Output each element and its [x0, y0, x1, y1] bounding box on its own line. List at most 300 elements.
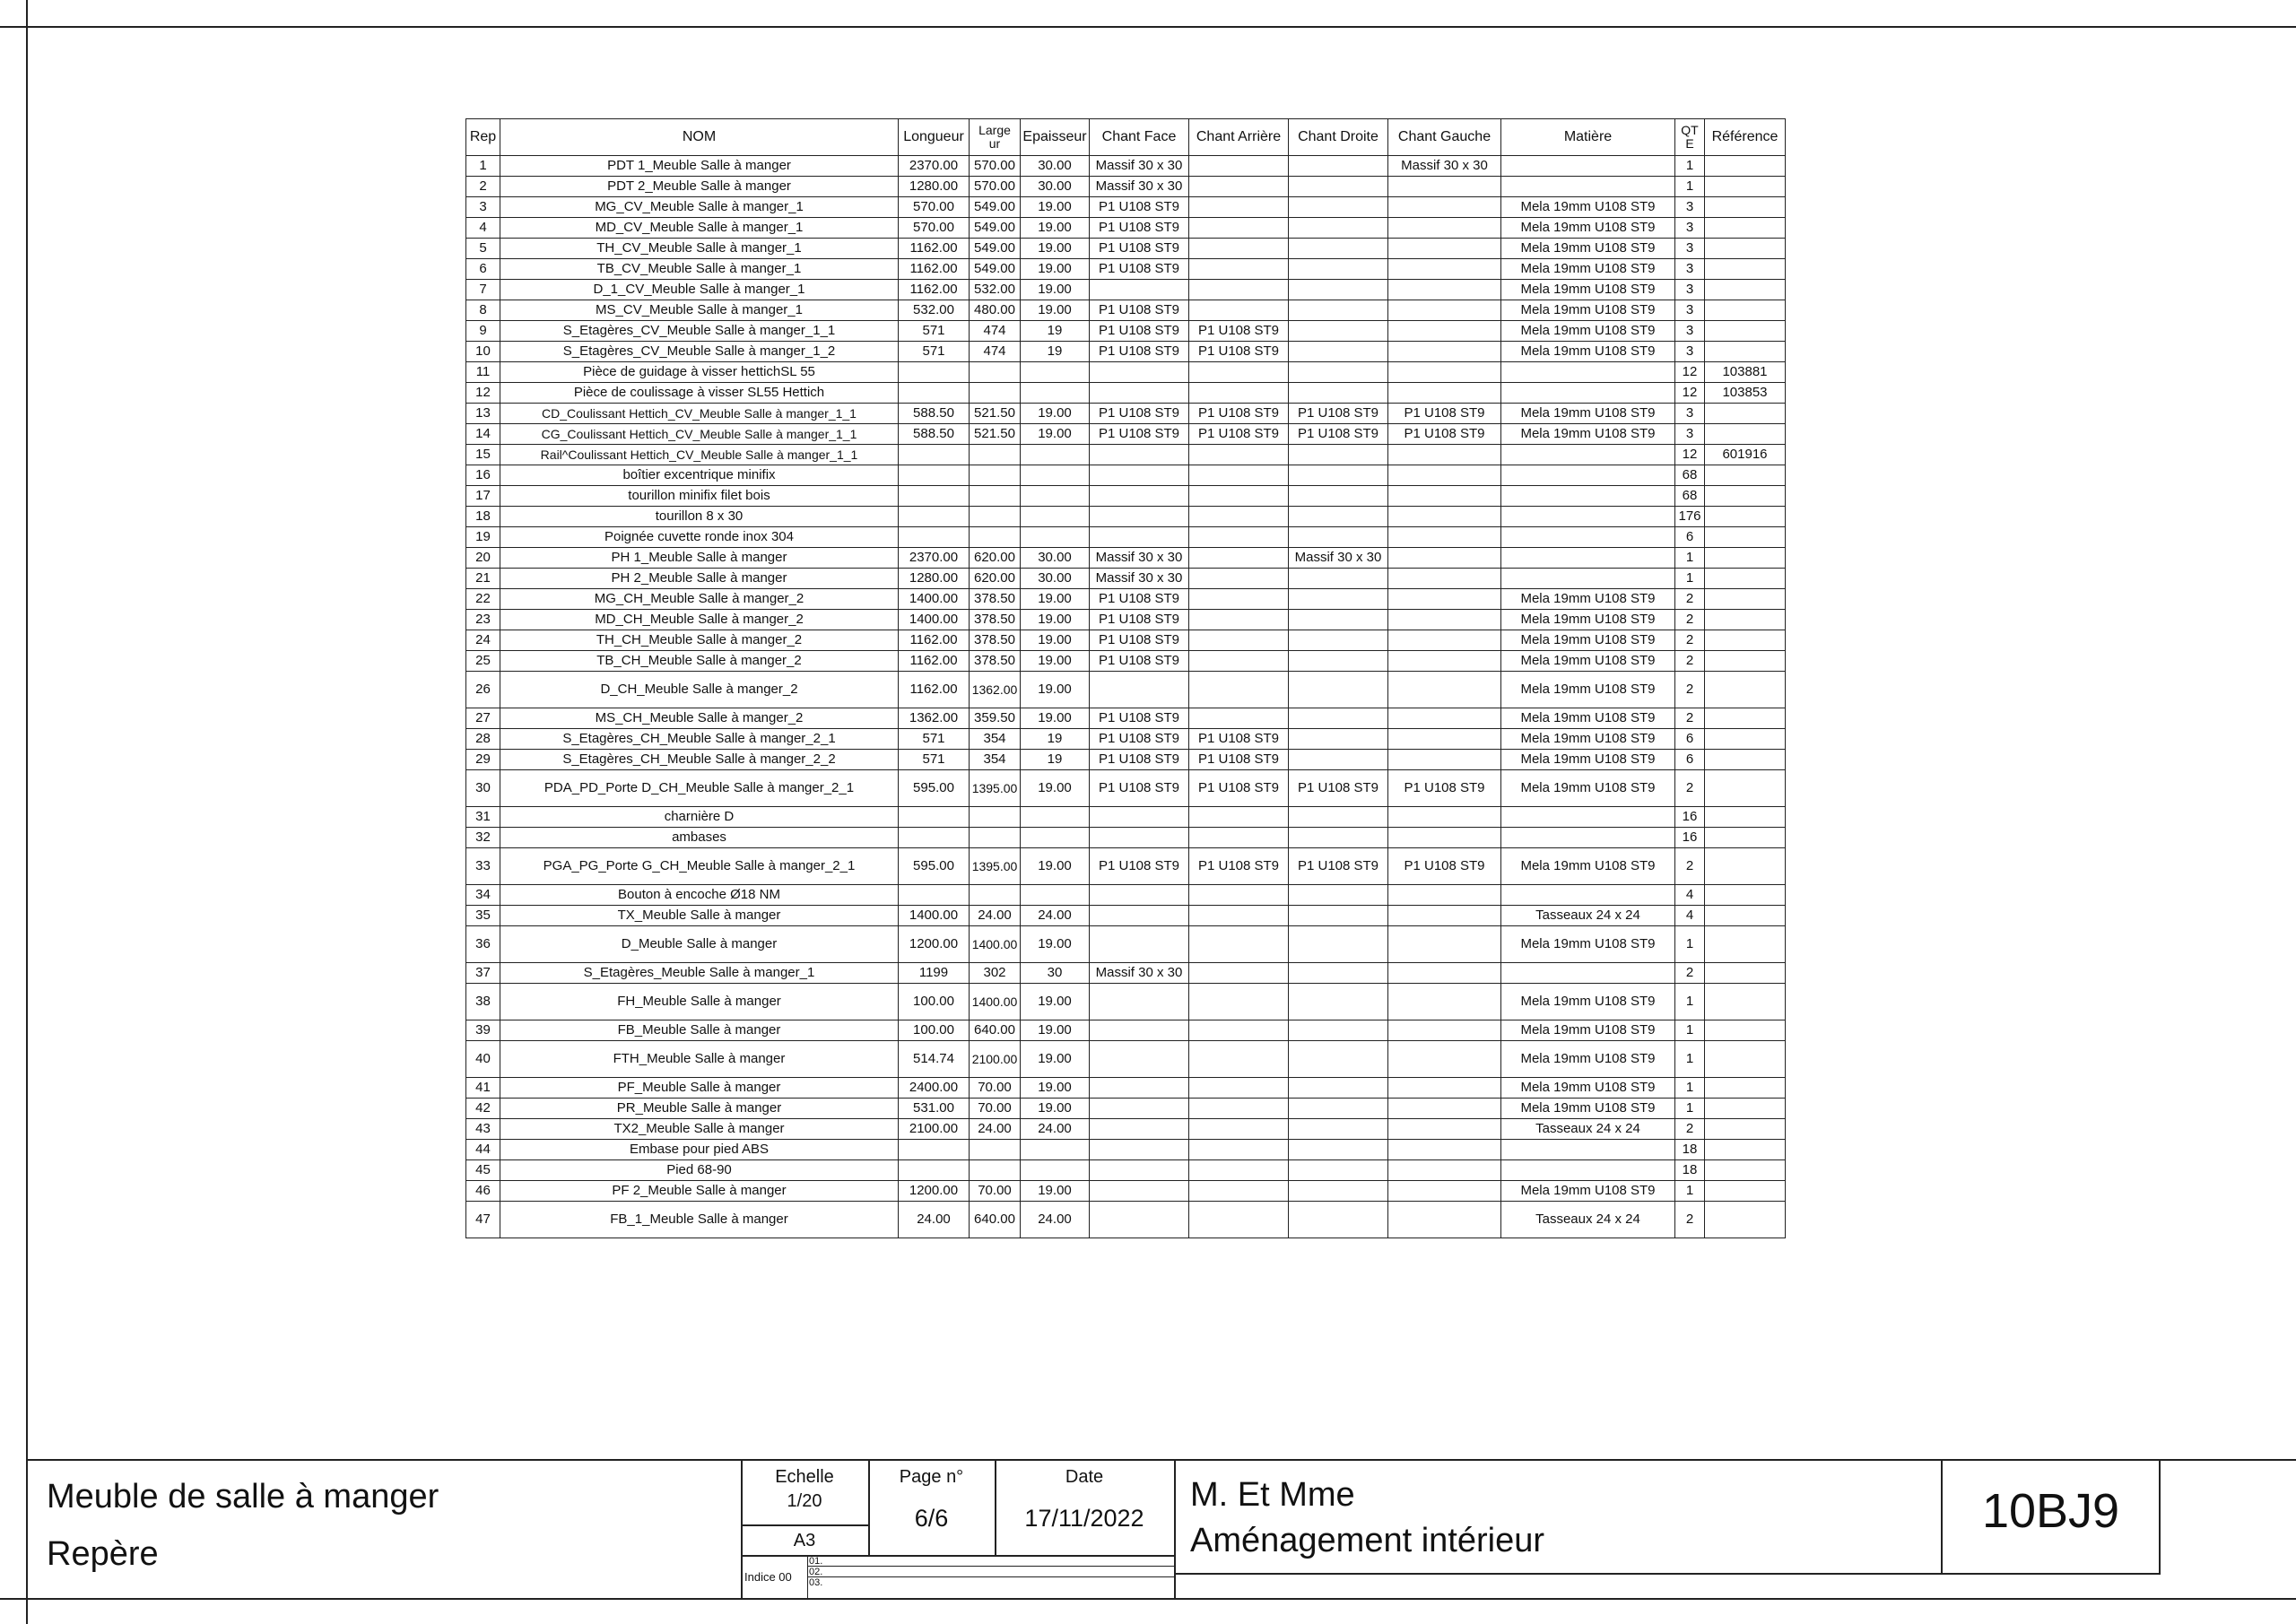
cell-nom: S_Etagères_Meuble Salle à manger_1 — [500, 963, 899, 984]
scale-value: 1/20 — [787, 1491, 822, 1511]
cell-reference — [1705, 1078, 1786, 1099]
cell-matiere: Mela 19mm U108 ST9 — [1501, 610, 1675, 630]
cell-chant-gauche — [1388, 750, 1501, 770]
cell-largeur: 480.00 — [970, 300, 1021, 321]
cell-rep: 22 — [466, 589, 500, 610]
cell-nom: FH_Meuble Salle à manger — [500, 984, 899, 1020]
cell-rep: 15 — [466, 445, 500, 465]
cell-matiere: Mela 19mm U108 ST9 — [1501, 280, 1675, 300]
cell-largeur — [970, 486, 1021, 507]
cell-nom: FB_1_Meuble Salle à manger — [500, 1202, 899, 1238]
cell-chant-droite — [1289, 1119, 1388, 1140]
cell-matiere: Mela 19mm U108 ST9 — [1501, 729, 1675, 750]
cell-longueur: 532.00 — [899, 300, 970, 321]
cell-chant-face — [1090, 362, 1189, 383]
cell-rep: 20 — [466, 548, 500, 569]
scale-label: Echelle — [775, 1467, 834, 1487]
header-largeur: Large ur — [970, 119, 1021, 156]
cell-rep: 31 — [466, 807, 500, 828]
cell-qte: 3 — [1675, 404, 1705, 424]
cell-chant-droite — [1289, 445, 1388, 465]
cell-reference — [1705, 197, 1786, 218]
cell-longueur — [899, 507, 970, 527]
cell-chant-droite — [1289, 156, 1388, 177]
header-epaisseur: Epaisseur — [1021, 119, 1090, 156]
cell-reference — [1705, 848, 1786, 885]
cell-chant-gauche — [1388, 1020, 1501, 1041]
drawing-reference: 10BJ9 — [1981, 1484, 2120, 1538]
cell-chant-gauche — [1388, 342, 1501, 362]
cell-rep: 34 — [466, 885, 500, 906]
cell-chant-gauche — [1388, 828, 1501, 848]
cell-longueur — [899, 486, 970, 507]
cell-qte: 1 — [1675, 1078, 1705, 1099]
cell-chant-arriere: P1 U108 ST9 — [1189, 342, 1289, 362]
cell-matiere: Mela 19mm U108 ST9 — [1501, 197, 1675, 218]
cell-matiere — [1501, 1140, 1675, 1160]
cell-reference — [1705, 218, 1786, 239]
cell-rep: 4 — [466, 218, 500, 239]
cell-epaisseur — [1021, 507, 1090, 527]
cell-rep: 45 — [466, 1160, 500, 1181]
cell-epaisseur: 19.00 — [1021, 848, 1090, 885]
cell-chant-face — [1090, 1181, 1189, 1202]
cell-longueur: 570.00 — [899, 218, 970, 239]
cell-chant-droite — [1289, 651, 1388, 672]
cell-nom: Pièce de guidage à visser hettichSL 55 — [500, 362, 899, 383]
cell-chant-gauche — [1388, 197, 1501, 218]
cell-epaisseur: 19.00 — [1021, 197, 1090, 218]
cell-chant-gauche — [1388, 1078, 1501, 1099]
cell-reference — [1705, 1160, 1786, 1181]
cell-matiere — [1501, 527, 1675, 548]
cell-reference: 103881 — [1705, 362, 1786, 383]
cell-longueur: 1200.00 — [899, 1181, 970, 1202]
frame-bottom-line — [0, 1598, 2296, 1600]
cell-qte: 1 — [1675, 1041, 1705, 1078]
cell-longueur: 571 — [899, 342, 970, 362]
cell-chant-face — [1090, 507, 1189, 527]
cell-rep: 37 — [466, 963, 500, 984]
cell-nom: PDT 1_Meuble Salle à manger — [500, 156, 899, 177]
cell-chant-gauche — [1388, 672, 1501, 708]
cell-rep: 43 — [466, 1119, 500, 1140]
cell-longueur: 514.74 — [899, 1041, 970, 1078]
cell-chant-droite — [1289, 569, 1388, 589]
cell-qte: 3 — [1675, 342, 1705, 362]
cell-chant-droite — [1289, 527, 1388, 548]
cell-reference — [1705, 569, 1786, 589]
cell-chant-droite — [1289, 984, 1388, 1020]
cell-chant-arriere — [1189, 1041, 1289, 1078]
cell-matiere — [1501, 885, 1675, 906]
cell-chant-arriere — [1189, 218, 1289, 239]
cell-nom: MS_CH_Meuble Salle à manger_2 — [500, 708, 899, 729]
cell-longueur — [899, 828, 970, 848]
cell-chant-face — [1090, 527, 1189, 548]
cell-chant-gauche — [1388, 1119, 1501, 1140]
cell-chant-face: P1 U108 ST9 — [1090, 404, 1189, 424]
cell-rep: 8 — [466, 300, 500, 321]
bom-table-container — [465, 118, 1785, 1238]
cell-chant-gauche — [1388, 1140, 1501, 1160]
cell-reference — [1705, 177, 1786, 197]
cell-matiere: Mela 19mm U108 ST9 — [1501, 342, 1675, 362]
cell-longueur: 1162.00 — [899, 280, 970, 300]
cell-nom: charnière D — [500, 807, 899, 828]
cell-chant-droite — [1289, 589, 1388, 610]
table-row — [466, 156, 1786, 177]
cell-chant-arriere — [1189, 197, 1289, 218]
cell-chant-droite — [1289, 507, 1388, 527]
cell-chant-arriere — [1189, 507, 1289, 527]
cell-chant-face: P1 U108 ST9 — [1090, 630, 1189, 651]
cell-longueur: 1162.00 — [899, 672, 970, 708]
cell-chant-arriere — [1189, 708, 1289, 729]
cell-rep: 14 — [466, 424, 500, 445]
cell-reference — [1705, 630, 1786, 651]
cell-qte: 18 — [1675, 1140, 1705, 1160]
cell-qte: 16 — [1675, 807, 1705, 828]
cell-chant-arriere — [1189, 548, 1289, 569]
cell-rep: 10 — [466, 342, 500, 362]
cell-epaisseur: 19.00 — [1021, 630, 1090, 651]
cell-largeur — [970, 1140, 1021, 1160]
cell-chant-arriere — [1189, 1140, 1289, 1160]
revision-label-divider — [807, 1555, 808, 1599]
cell-chant-droite — [1289, 630, 1388, 651]
cell-matiere — [1501, 963, 1675, 984]
cell-nom: tourillon 8 x 30 — [500, 507, 899, 527]
cell-nom: PH 2_Meuble Salle à manger — [500, 569, 899, 589]
cell-chant-arriere: P1 U108 ST9 — [1189, 404, 1289, 424]
cell-longueur: 571 — [899, 321, 970, 342]
cell-longueur: 100.00 — [899, 1020, 970, 1041]
table-row — [466, 465, 1786, 486]
cell-chant-droite: P1 U108 ST9 — [1289, 848, 1388, 885]
cell-epaisseur: 19.00 — [1021, 1181, 1090, 1202]
cell-chant-gauche — [1388, 1099, 1501, 1119]
cell-largeur — [970, 807, 1021, 828]
cell-nom: S_Etagères_CH_Meuble Salle à manger_2_2 — [500, 750, 899, 770]
cell-largeur — [970, 507, 1021, 527]
cell-chant-arriere — [1189, 280, 1289, 300]
cell-chant-arriere — [1189, 156, 1289, 177]
cell-largeur: 640.00 — [970, 1202, 1021, 1238]
cell-epaisseur — [1021, 1160, 1090, 1181]
cell-chant-droite: P1 U108 ST9 — [1289, 770, 1388, 807]
cell-matiere: Mela 19mm U108 ST9 — [1501, 321, 1675, 342]
cell-nom: MG_CV_Meuble Salle à manger_1 — [500, 197, 899, 218]
table-row — [466, 672, 1786, 708]
cell-qte: 2 — [1675, 672, 1705, 708]
cell-qte: 2 — [1675, 630, 1705, 651]
cell-nom: PF_Meuble Salle à manger — [500, 1078, 899, 1099]
cell-reference — [1705, 1041, 1786, 1078]
cell-rep: 46 — [466, 1181, 500, 1202]
cell-reference — [1705, 548, 1786, 569]
cell-rep: 6 — [466, 259, 500, 280]
cell-matiere: Mela 19mm U108 ST9 — [1501, 300, 1675, 321]
cell-chant-droite — [1289, 807, 1388, 828]
cell-chant-gauche — [1388, 445, 1501, 465]
cell-reference — [1705, 926, 1786, 963]
cell-chant-face: P1 U108 ST9 — [1090, 770, 1189, 807]
cell-chant-arriere — [1189, 569, 1289, 589]
cell-rep: 25 — [466, 651, 500, 672]
cell-rep: 9 — [466, 321, 500, 342]
cell-epaisseur: 19 — [1021, 321, 1090, 342]
table-row — [466, 963, 1786, 984]
table-row — [466, 218, 1786, 239]
client-name: M. Et Mme — [1190, 1476, 1355, 1514]
cell-epaisseur: 30.00 — [1021, 177, 1090, 197]
cell-matiere — [1501, 1160, 1675, 1181]
table-row — [466, 259, 1786, 280]
cell-rep: 44 — [466, 1140, 500, 1160]
cell-nom: CD_Coulissant Hettich_CV_Meuble Salle à manger_1_1 — [500, 404, 899, 424]
cell-chant-face: Massif 30 x 30 — [1090, 963, 1189, 984]
table-row — [466, 404, 1786, 424]
cell-rep: 23 — [466, 610, 500, 630]
cell-longueur: 1162.00 — [899, 651, 970, 672]
cell-rep: 42 — [466, 1099, 500, 1119]
cell-chant-face — [1090, 486, 1189, 507]
cell-longueur: 595.00 — [899, 770, 970, 807]
cell-reference — [1705, 321, 1786, 342]
cell-largeur: 620.00 — [970, 548, 1021, 569]
frame-left-line — [26, 0, 28, 1624]
table-row — [466, 445, 1786, 465]
cell-epaisseur: 19.00 — [1021, 610, 1090, 630]
table-row — [466, 1041, 1786, 1078]
cell-largeur: 354 — [970, 750, 1021, 770]
cell-chant-gauche — [1388, 1202, 1501, 1238]
cell-nom: D_Meuble Salle à manger — [500, 926, 899, 963]
cell-reference — [1705, 300, 1786, 321]
cell-matiere: Mela 19mm U108 ST9 — [1501, 630, 1675, 651]
cell-chant-face: Massif 30 x 30 — [1090, 156, 1189, 177]
cell-chant-face — [1090, 984, 1189, 1020]
cell-chant-gauche — [1388, 1181, 1501, 1202]
cell-chant-arriere — [1189, 177, 1289, 197]
cell-chant-face — [1090, 1041, 1189, 1078]
cell-matiere — [1501, 807, 1675, 828]
cell-longueur: 1162.00 — [899, 259, 970, 280]
cell-largeur: 1395.00 — [970, 848, 1021, 885]
cell-reference — [1705, 259, 1786, 280]
cell-matiere: Mela 19mm U108 ST9 — [1501, 848, 1675, 885]
cell-longueur — [899, 885, 970, 906]
revision-1: 01. — [809, 1556, 823, 1567]
cell-chant-face — [1090, 828, 1189, 848]
cell-chant-gauche: P1 U108 ST9 — [1388, 770, 1501, 807]
cell-longueur: 570.00 — [899, 197, 970, 218]
cell-nom: TB_CV_Meuble Salle à manger_1 — [500, 259, 899, 280]
cell-largeur — [970, 828, 1021, 848]
cell-largeur: 1362.00 — [970, 672, 1021, 708]
cell-matiere — [1501, 177, 1675, 197]
cell-chant-face: P1 U108 ST9 — [1090, 239, 1189, 259]
cell-reference — [1705, 963, 1786, 984]
cell-rep: 47 — [466, 1202, 500, 1238]
header-matiere: Matière — [1501, 119, 1675, 156]
cell-epaisseur: 19.00 — [1021, 589, 1090, 610]
cell-longueur: 2370.00 — [899, 548, 970, 569]
title-block-divider-4 — [1174, 1459, 1176, 1599]
cell-chant-gauche — [1388, 963, 1501, 984]
cell-chant-droite: P1 U108 ST9 — [1289, 404, 1388, 424]
cell-qte: 6 — [1675, 527, 1705, 548]
cell-nom: Pied 68-90 — [500, 1160, 899, 1181]
cell-chant-gauche — [1388, 362, 1501, 383]
cell-longueur: 1280.00 — [899, 569, 970, 589]
cell-rep: 30 — [466, 770, 500, 807]
cell-nom: PR_Meuble Salle à manger — [500, 1099, 899, 1119]
cell-chant-droite — [1289, 750, 1388, 770]
cell-chant-droite — [1289, 218, 1388, 239]
cell-largeur: 378.50 — [970, 630, 1021, 651]
cell-largeur — [970, 445, 1021, 465]
cell-matiere — [1501, 156, 1675, 177]
cell-largeur: 620.00 — [970, 569, 1021, 589]
cell-matiere: Mela 19mm U108 ST9 — [1501, 259, 1675, 280]
cell-chant-arriere — [1189, 926, 1289, 963]
cell-rep: 18 — [466, 507, 500, 527]
cell-chant-droite — [1289, 1202, 1388, 1238]
cell-chant-face — [1090, 1160, 1189, 1181]
cell-chant-face — [1090, 383, 1189, 404]
cell-chant-face: P1 U108 ST9 — [1090, 300, 1189, 321]
cell-matiere: Mela 19mm U108 ST9 — [1501, 984, 1675, 1020]
header-chant-face: Chant Face — [1090, 119, 1189, 156]
cell-chant-arriere — [1189, 610, 1289, 630]
table-row — [466, 630, 1786, 651]
cell-epaisseur: 19.00 — [1021, 280, 1090, 300]
cell-nom: TH_CV_Meuble Salle à manger_1 — [500, 239, 899, 259]
cell-chant-gauche — [1388, 651, 1501, 672]
cell-chant-arriere: P1 U108 ST9 — [1189, 770, 1289, 807]
cell-largeur: 70.00 — [970, 1078, 1021, 1099]
cell-largeur: 549.00 — [970, 259, 1021, 280]
cell-rep: 21 — [466, 569, 500, 589]
cell-reference — [1705, 1202, 1786, 1238]
cell-qte: 1 — [1675, 984, 1705, 1020]
cell-chant-gauche — [1388, 383, 1501, 404]
cell-qte: 2 — [1675, 708, 1705, 729]
cell-chant-face: Massif 30 x 30 — [1090, 548, 1189, 569]
cell-rep: 27 — [466, 708, 500, 729]
cell-chant-face: P1 U108 ST9 — [1090, 259, 1189, 280]
header-chant-gauche: Chant Gauche — [1388, 119, 1501, 156]
cell-rep: 13 — [466, 404, 500, 424]
cell-largeur: 532.00 — [970, 280, 1021, 300]
cell-largeur: 378.50 — [970, 610, 1021, 630]
cell-reference — [1705, 239, 1786, 259]
cell-chant-droite — [1289, 300, 1388, 321]
cell-chant-gauche — [1388, 885, 1501, 906]
cell-nom: PDT 2_Meuble Salle à manger — [500, 177, 899, 197]
cell-nom: D_1_CV_Meuble Salle à manger_1 — [500, 280, 899, 300]
cell-chant-face: P1 U108 ST9 — [1090, 197, 1189, 218]
cell-longueur: 1362.00 — [899, 708, 970, 729]
cell-chant-face: P1 U108 ST9 — [1090, 218, 1189, 239]
cell-epaisseur: 19.00 — [1021, 259, 1090, 280]
cell-chant-gauche — [1388, 984, 1501, 1020]
table-row — [466, 548, 1786, 569]
cell-rep: 11 — [466, 362, 500, 383]
page-label: Page n° — [899, 1467, 964, 1487]
cell-chant-arriere — [1189, 259, 1289, 280]
cell-longueur — [899, 527, 970, 548]
cell-qte: 68 — [1675, 486, 1705, 507]
cell-rep: 12 — [466, 383, 500, 404]
cell-largeur — [970, 465, 1021, 486]
cell-chant-face: P1 U108 ST9 — [1090, 651, 1189, 672]
cell-longueur: 588.50 — [899, 404, 970, 424]
cell-longueur: 100.00 — [899, 984, 970, 1020]
cell-reference — [1705, 729, 1786, 750]
cell-rep: 40 — [466, 1041, 500, 1078]
cell-largeur: 70.00 — [970, 1181, 1021, 1202]
cell-chant-gauche — [1388, 259, 1501, 280]
cell-chant-face: Massif 30 x 30 — [1090, 177, 1189, 197]
cell-rep: 33 — [466, 848, 500, 885]
cell-epaisseur: 19.00 — [1021, 1020, 1090, 1041]
cell-longueur: 1162.00 — [899, 239, 970, 259]
cell-chant-droite — [1289, 1140, 1388, 1160]
cell-chant-gauche — [1388, 177, 1501, 197]
cell-chant-face — [1090, 807, 1189, 828]
cell-largeur: 474 — [970, 321, 1021, 342]
cell-matiere — [1501, 507, 1675, 527]
cell-reference — [1705, 651, 1786, 672]
cell-longueur: 2100.00 — [899, 1119, 970, 1140]
cell-qte: 1 — [1675, 156, 1705, 177]
cell-chant-face: P1 U108 ST9 — [1090, 750, 1189, 770]
cell-chant-face — [1090, 445, 1189, 465]
cell-largeur: 570.00 — [970, 156, 1021, 177]
cell-qte: 6 — [1675, 729, 1705, 750]
cell-largeur: 378.50 — [970, 589, 1021, 610]
cell-rep: 3 — [466, 197, 500, 218]
cell-epaisseur: 24.00 — [1021, 906, 1090, 926]
cell-largeur: 24.00 — [970, 906, 1021, 926]
cell-chant-arriere — [1189, 672, 1289, 708]
cell-chant-gauche: P1 U108 ST9 — [1388, 424, 1501, 445]
table-row — [466, 342, 1786, 362]
cell-reference — [1705, 1119, 1786, 1140]
header-rep: Rep — [466, 119, 500, 156]
cell-matiere: Tasseaux 24 x 24 — [1501, 906, 1675, 926]
cell-qte: 2 — [1675, 1119, 1705, 1140]
cell-qte: 12 — [1675, 445, 1705, 465]
cell-chant-arriere — [1189, 486, 1289, 507]
date-value: 17/11/2022 — [1024, 1505, 1144, 1532]
cell-reference — [1705, 507, 1786, 527]
revision-2: 02. — [809, 1567, 823, 1577]
cell-largeur: 354 — [970, 729, 1021, 750]
table-row — [466, 926, 1786, 963]
cell-chant-arriere — [1189, 630, 1289, 651]
table-row — [466, 177, 1786, 197]
cell-nom: FB_Meuble Salle à manger — [500, 1020, 899, 1041]
table-row — [466, 1160, 1786, 1181]
cell-qte: 1 — [1675, 1020, 1705, 1041]
cell-chant-arriere: P1 U108 ST9 — [1189, 424, 1289, 445]
cell-chant-droite — [1289, 362, 1388, 383]
cell-matiere: Mela 19mm U108 ST9 — [1501, 1041, 1675, 1078]
